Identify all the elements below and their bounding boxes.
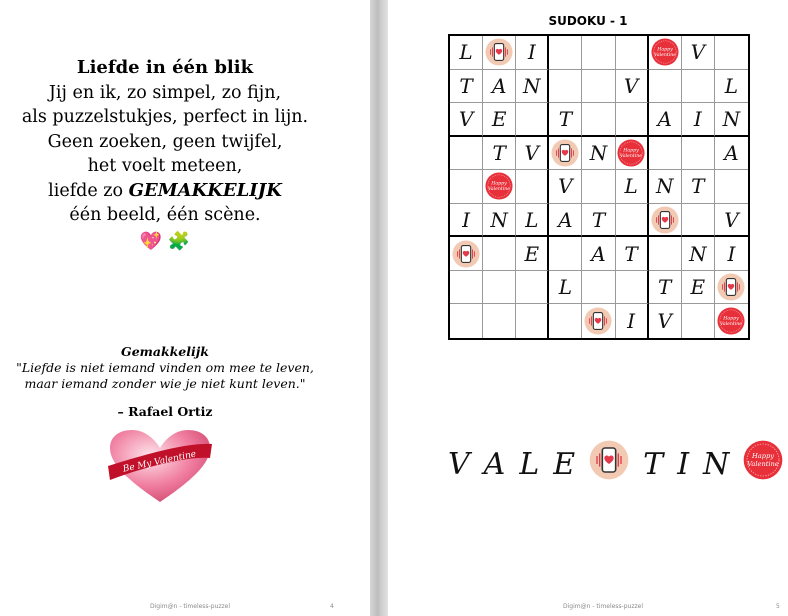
sudoku-cell-given[interactable]: V (516, 137, 549, 171)
sudoku-cell-empty[interactable] (516, 271, 549, 305)
sudoku-cell-empty[interactable] (582, 36, 615, 70)
sparkling-heart-icon: 💖 (139, 230, 163, 252)
sudoku-cell-empty[interactable] (682, 137, 715, 171)
sudoku-cell-given[interactable]: N (649, 170, 682, 204)
sudoku-cell-empty[interactable] (582, 271, 615, 305)
sudoku-cell-given[interactable]: L (516, 204, 549, 238)
sudoku-cell-phone-heart-icon[interactable] (649, 204, 682, 238)
poem-line-1: Jij en ik, zo simpel, zo fijn, (48, 82, 282, 103)
sudoku-cell-empty[interactable] (582, 70, 615, 104)
sudoku-cell-given[interactable]: N (715, 103, 748, 137)
sudoku-cell-given[interactable]: A (582, 237, 615, 271)
sudoku-cell-given[interactable]: I (516, 36, 549, 70)
sudoku-cell-given[interactable]: N (516, 70, 549, 104)
word-letter: E (553, 446, 576, 482)
sudoku-cell-given[interactable]: A (649, 103, 682, 137)
word-letter: I (677, 446, 690, 482)
svg-text:Valentine: Valentine (653, 53, 676, 59)
svg-text:Valentine: Valentine (747, 460, 780, 468)
footer-left-text: Digim@n - timeless-puzzel (150, 603, 230, 610)
quote-line-2: maar iemand zonder wie je niet kunt leven." (24, 376, 306, 391)
sudoku-cell-empty[interactable] (649, 237, 682, 271)
sudoku-cell-given[interactable]: A (483, 70, 516, 104)
sudoku-cell-empty[interactable] (549, 36, 582, 70)
left-page (0, 0, 370, 616)
sudoku-cell-empty[interactable] (682, 70, 715, 104)
sudoku-cell-happy-valentine-icon[interactable] (715, 304, 748, 338)
svg-text:Valentine: Valentine (620, 154, 643, 160)
quote-line-1: "Liefde is niet iemand vinden om mee te leven, (16, 360, 314, 375)
sudoku-cell-empty[interactable] (616, 271, 649, 305)
quote-title: Gemakkelijk (121, 344, 209, 359)
svg-text:Happy: Happy (752, 452, 775, 460)
phone-heart-icon-svg (551, 139, 579, 167)
sudoku-cell-given[interactable]: T (582, 204, 615, 238)
sudoku-cell-given[interactable]: N (682, 237, 715, 271)
sudoku-cell-phone-heart-icon[interactable] (450, 237, 483, 271)
page-number-left: 4 (330, 603, 334, 610)
sudoku-cell-given[interactable]: A (549, 204, 582, 238)
sudoku-cell-given[interactable]: L (616, 170, 649, 204)
emoji-row (0, 230, 330, 255)
sudoku-cell-empty[interactable] (516, 170, 549, 204)
sudoku-cell-given[interactable]: I (682, 103, 715, 137)
sudoku-cell-empty[interactable] (682, 304, 715, 338)
word-happy-valentine-badge-icon (743, 440, 783, 488)
phone-heart-icon-svg (452, 240, 480, 268)
svg-text:Happy: Happy (656, 47, 673, 53)
sudoku-cell-given[interactable]: T (682, 170, 715, 204)
happy-valentine-badge-svg (485, 172, 513, 200)
sudoku-cell-given[interactable]: E (516, 237, 549, 271)
sudoku-cell-given[interactable]: T (549, 103, 582, 137)
happy-valentine-badge-svg (617, 139, 645, 167)
sudoku-cell-given[interactable]: E (682, 271, 715, 305)
sudoku-cell-happy-valentine-icon[interactable] (483, 170, 516, 204)
sudoku-cell-given[interactable]: A (715, 137, 748, 171)
sudoku-cell-given[interactable]: I (715, 237, 748, 271)
word-phone-heart-icon (589, 440, 629, 488)
heart-banner-text: Be My Valentine (122, 449, 198, 475)
poem-line-4: het voelt meteen, (87, 156, 243, 176)
sudoku-cell-given[interactable]: E (483, 103, 516, 137)
sudoku-cell-happy-valentine-icon[interactable] (616, 137, 649, 171)
sudoku-cell-empty[interactable] (483, 271, 516, 305)
sudoku-cell-given[interactable]: V (549, 170, 582, 204)
sudoku-cell-given[interactable]: L (715, 70, 748, 104)
word-letter: A (483, 446, 506, 482)
word-letter: N (703, 446, 730, 482)
phone-heart-icon-svg (584, 307, 612, 335)
valentino-word (448, 440, 783, 488)
sudoku-cell-given[interactable]: V (649, 304, 682, 338)
sudoku-cell-given[interactable]: N (483, 204, 516, 238)
sudoku-cell-given[interactable]: L (450, 36, 483, 70)
sudoku-cell-empty[interactable] (483, 237, 516, 271)
poem-line-2: als puzzelstukjes, perfect in lijn. (21, 107, 309, 127)
sudoku-cell-phone-heart-icon[interactable] (582, 304, 615, 338)
happy-valentine-badge-svg (651, 38, 679, 66)
poem-emphasis-word: GEMAKKELIJK (128, 179, 282, 201)
happy-valentine-badge-svg (717, 307, 745, 335)
sudoku-cell-empty[interactable] (483, 304, 516, 338)
book-spine (370, 0, 388, 616)
sudoku-cell-given[interactable]: T (450, 70, 483, 104)
be-my-valentine-heart-icon (104, 428, 216, 504)
footer-right-text: Digim@n - timeless-puzzel (563, 603, 643, 610)
svg-text:Valentine: Valentine (488, 187, 511, 193)
phone-heart-icon-svg (485, 38, 513, 66)
sudoku-cell-given[interactable]: L (549, 271, 582, 305)
page-number-right: 5 (776, 603, 780, 610)
quote-block (0, 344, 330, 420)
quote-author: – Rafael Ortiz (117, 404, 213, 419)
sudoku-grid (448, 34, 750, 340)
word-letter: V (448, 446, 470, 482)
poem-title: Liefde in één blik (76, 57, 254, 78)
sudoku-cell-empty[interactable] (582, 170, 615, 204)
svg-text:Valentine: Valentine (720, 322, 743, 328)
sudoku-cell-given[interactable]: T (649, 271, 682, 305)
sudoku-cell-empty[interactable] (450, 137, 483, 171)
sudoku-cell-empty[interactable] (649, 137, 682, 171)
word-letter: L (519, 446, 540, 482)
sudoku-cell-empty[interactable] (582, 103, 615, 137)
sudoku-title: SUDOKU - 1 (548, 14, 628, 28)
poem-line-6-prefix: liefde zo (48, 180, 129, 201)
sudoku-cell-given[interactable]: N (582, 137, 615, 171)
sudoku-cell-empty[interactable] (450, 271, 483, 305)
poem-line-6 (0, 179, 330, 204)
phone-heart-icon-svg (589, 440, 629, 480)
sudoku-cell-given[interactable]: I (616, 304, 649, 338)
sudoku-cell-empty[interactable] (715, 170, 748, 204)
sudoku-cell-empty[interactable] (682, 204, 715, 238)
sudoku-cell-happy-valentine-icon[interactable] (649, 36, 682, 70)
sudoku-cell-empty[interactable] (649, 70, 682, 104)
sudoku-cell-empty[interactable] (516, 103, 549, 137)
sudoku-cell-empty[interactable] (549, 237, 582, 271)
poem (0, 56, 330, 254)
svg-text:Happy: Happy (623, 148, 639, 154)
sudoku-cell-given[interactable]: V (616, 70, 649, 104)
sudoku-cell-given[interactable]: V (715, 204, 748, 238)
poem-line-3: Geen zoeken, geen twijfel, (47, 131, 283, 152)
phone-heart-icon-svg (717, 273, 745, 301)
sudoku-cell-given[interactable]: V (682, 36, 715, 70)
happy-valentine-badge-svg (743, 440, 783, 480)
sudoku-cell-empty[interactable] (549, 70, 582, 104)
sudoku-cell-phone-heart-icon[interactable] (549, 137, 582, 171)
puzzle-piece-icon: 🧩 (167, 230, 191, 252)
sudoku-cell-given[interactable]: T (483, 137, 516, 171)
sudoku-cell-empty[interactable] (616, 36, 649, 70)
sudoku-cell-given[interactable]: V (450, 103, 483, 137)
sudoku-cell-empty[interactable] (616, 204, 649, 238)
sudoku-cell-phone-heart-icon[interactable] (483, 36, 516, 70)
sudoku-cell-empty[interactable] (450, 170, 483, 204)
sudoku-cell-empty[interactable] (715, 36, 748, 70)
svg-text:Happy: Happy (491, 182, 507, 188)
sudoku-cell-empty[interactable] (516, 304, 549, 338)
sudoku-cell-given[interactable]: I (450, 204, 483, 238)
right-page (388, 0, 788, 616)
sudoku-cell-empty[interactable] (450, 304, 483, 338)
word-letter: T (643, 446, 664, 482)
sudoku-cell-empty[interactable] (616, 103, 649, 137)
sudoku-cell-empty[interactable] (549, 304, 582, 338)
phone-heart-icon-svg (651, 206, 679, 234)
sudoku-cell-phone-heart-icon[interactable] (715, 271, 748, 305)
poem-line-7: één beeld, één scène. (69, 205, 261, 225)
svg-text:Happy: Happy (723, 316, 740, 322)
sudoku-cell-given[interactable]: T (616, 237, 649, 271)
